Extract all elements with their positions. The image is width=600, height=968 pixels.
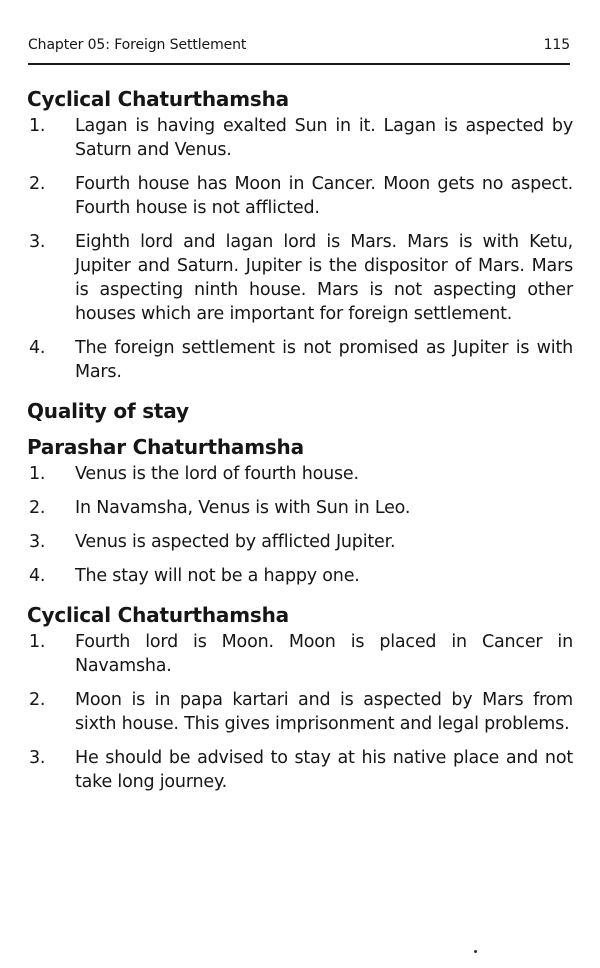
item-text: He should be advised to stay at his native place and not take long journey.	[75, 748, 573, 792]
item-number: 1.	[29, 464, 46, 484]
list-item	[27, 630, 573, 678]
list-cyclical-1	[27, 114, 573, 384]
item-text: Fourth house has Moon in Cancer. Moon gets no aspect. Fourth house is not afflicted.	[75, 174, 573, 218]
running-header	[28, 36, 570, 58]
list-item	[27, 336, 573, 384]
list-item	[27, 230, 573, 326]
section-heading-quality-of-stay: Quality of stay	[27, 399, 189, 423]
item-number: 4.	[29, 566, 46, 586]
item-number: 3.	[29, 532, 46, 552]
item-text: Eighth lord and lagan lord is Mars. Mars is with Ketu, Jupiter and Saturn. Jupiter is the dispositor of Mars. Mars is aspecting ninth house. Mars is not aspecting other houses which are important for foreign settlement.	[75, 232, 573, 324]
list-item	[27, 688, 573, 736]
item-text: In Navamsha, Venus is with Sun in Leo.	[75, 498, 411, 518]
item-number: 4.	[29, 338, 46, 358]
list-cyclical-2	[27, 630, 573, 794]
item-text: Lagan is having exalted Sun in it. Lagan is aspected by Saturn and Venus.	[75, 116, 573, 160]
list-item	[27, 462, 573, 486]
section-heading-cyclical-2: Cyclical Chaturthamsha	[27, 603, 289, 627]
item-text: The stay will not be a happy one.	[75, 566, 360, 586]
list-parashar	[27, 462, 573, 588]
item-text: Moon is in papa kartari and is aspected by Mars from sixth house. This gives imprisonment and legal problems.	[75, 690, 573, 734]
list-item	[27, 530, 573, 554]
item-text: Fourth lord is Moon. Moon is placed in Cancer in Navamsha.	[75, 632, 573, 676]
item-text: The foreign settlement is not promised as Jupiter is with Mars.	[75, 338, 573, 382]
item-number: 3.	[29, 232, 46, 252]
list-item	[27, 496, 573, 520]
item-number: 2.	[29, 498, 46, 518]
page-body	[27, 84, 573, 794]
print-speck	[474, 950, 477, 953]
list-item	[27, 746, 573, 794]
item-text: Venus is aspected by afflicted Jupiter.	[75, 532, 396, 552]
item-number: 1.	[29, 116, 46, 136]
list-item	[27, 172, 573, 220]
chapter-title: Chapter 05: Foreign Settlement	[28, 37, 247, 53]
item-text: Venus is the lord of fourth house.	[75, 464, 359, 484]
item-number: 2.	[29, 690, 46, 710]
item-number: 2.	[29, 174, 46, 194]
item-number: 1.	[29, 632, 46, 652]
section-heading-cyclical-1: Cyclical Chaturthamsha	[27, 87, 289, 111]
section-heading-parashar: Parashar Chaturthamsha	[27, 435, 304, 459]
list-item	[27, 114, 573, 162]
header-rule	[28, 63, 570, 65]
list-item	[27, 564, 573, 588]
item-number: 3.	[29, 748, 46, 768]
page-number: 115	[543, 37, 570, 53]
